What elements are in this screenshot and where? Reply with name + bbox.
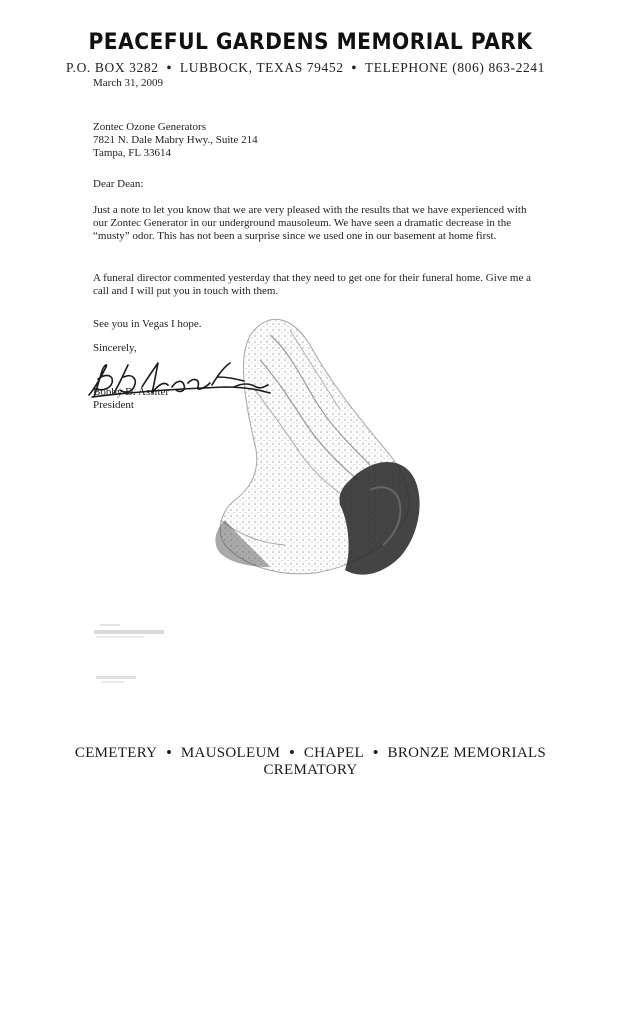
signer-title: President: [93, 399, 134, 411]
letter-date: March 31, 2009: [93, 77, 163, 89]
letterhead-title: PEACEFUL GARDENS MEMORIAL PARK: [88, 30, 533, 55]
service-crematory: CREMATORY: [263, 762, 358, 778]
body-paragraph: A funeral director commented yesterday that they need to get one for their funeral home. Give me a call and I will put you in touch with them.: [93, 272, 531, 297]
telephone: TELEPHONE (806) 863-2241: [364, 60, 545, 75]
service-chapel: CHAPEL: [303, 745, 364, 761]
service-mausoleum: MAUSOLEUM: [180, 745, 281, 761]
recipient-city: Tampa, FL 33614: [93, 147, 171, 159]
service-separator: •: [372, 745, 379, 761]
recipient-address: [93, 121, 543, 160]
po-box: P.O. BOX 3282: [66, 60, 159, 75]
recipient-street: 7821 N. Dale Mabry Hwy., Suite 214: [93, 134, 258, 146]
services-footer: [0, 745, 621, 779]
closing-line: See you in Vegas I hope.: [93, 318, 202, 330]
address-separator: •: [166, 60, 172, 75]
service-separator: •: [289, 745, 295, 761]
service-separator: •: [166, 745, 172, 761]
faded-stamp-marks: [90, 618, 200, 693]
sign-off: Sincerely,: [93, 342, 137, 354]
recipient-company: Zontec Ozone Generators: [93, 121, 207, 133]
city-state-zip: LUBBOCK, TEXAS 79452: [179, 60, 344, 75]
service-cemetery: CEMETERY: [74, 745, 158, 761]
signer-name: Bobby D. Assiter: [93, 386, 170, 398]
address-separator: •: [351, 60, 357, 75]
signer-block: [93, 386, 543, 412]
body-paragraph: Just a note to let you know that we are very pleased with the results that we have experienced with our Zontec Generator in our underground mausoleum. We have seen a dramatic decrease in the “musty” odor. This has not been a surprise since we used one in our basement at home first.: [93, 204, 527, 242]
service-bronze-memorials: BRONZE MEMORIALS: [387, 745, 547, 761]
salutation: Dear Dean:: [93, 178, 144, 190]
services-line: [0, 745, 621, 762]
letterhead-address: [66, 60, 566, 76]
